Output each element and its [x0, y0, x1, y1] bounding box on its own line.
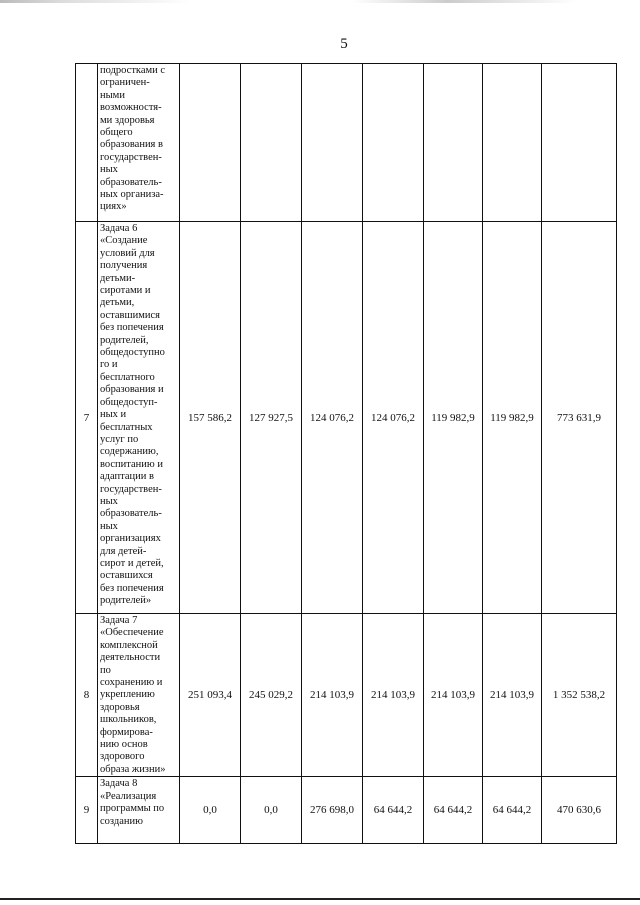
row-number-cell [76, 64, 98, 222]
value-cell: 124 076,2 [302, 222, 363, 614]
scan-edge-bottom [0, 898, 640, 900]
table-row [76, 777, 617, 844]
total-cell [542, 64, 617, 222]
task-description: подростками с ограничен- ными возможностя- ми здоровья общего образования в государствен- ных образователь- ных организа- циях» [100, 65, 166, 213]
row-number-cell: 7 [76, 222, 98, 614]
value-cell: 157 586,2 [180, 222, 241, 614]
task-description: Задача 6 «Создание условий для получения детьми- сиротами и детьми, оставшимися без попечения родителей, общедоступно го и бесплатного образования и общедоступ- ных и бесплатных услуг по содержанию, воспитанию и адаптации в государствен- ных образователь- ных организациях для детей- сирот и детей, оставшихся без попечения родителей» [100, 223, 165, 607]
value-cell [241, 64, 302, 222]
value-cell: 214 103,9 [483, 614, 542, 777]
value-cell: 64 644,2 [483, 777, 542, 844]
value-cell: 119 982,9 [483, 222, 542, 614]
row-number-cell: 8 [76, 614, 98, 777]
table-row [76, 614, 617, 777]
value-cell [483, 64, 542, 222]
value-cell: 0,0 [241, 777, 302, 844]
task-description-cell [98, 777, 180, 844]
value-cell: 119 982,9 [424, 222, 483, 614]
value-cell [302, 64, 363, 222]
value-cell: 64 644,2 [424, 777, 483, 844]
table-row [76, 222, 617, 614]
total-cell: 1 352 538,2 [542, 614, 617, 777]
value-cell: 0,0 [180, 777, 241, 844]
value-cell: 124 076,2 [363, 222, 424, 614]
value-cell: 214 103,9 [363, 614, 424, 777]
task-description-cell [98, 222, 180, 614]
budget-table [75, 63, 617, 844]
value-cell: 214 103,9 [424, 614, 483, 777]
value-cell: 214 103,9 [302, 614, 363, 777]
value-cell: 127 927,5 [241, 222, 302, 614]
value-cell: 251 093,4 [180, 614, 241, 777]
table-row [76, 64, 617, 222]
value-cell [424, 64, 483, 222]
value-cell: 276 698,0 [302, 777, 363, 844]
value-cell: 245 029,2 [241, 614, 302, 777]
value-cell [363, 64, 424, 222]
task-description: Задача 8 «Реализация программы по созданию [100, 778, 165, 827]
value-cell [180, 64, 241, 222]
page-number: 5 [340, 36, 348, 52]
scan-edge-top [0, 0, 640, 3]
total-cell: 470 630,6 [542, 777, 617, 844]
task-description: Задача 7 «Обеспечение комплексной деятельности по сохранению и укреплению здоровья школьников, формирова- нию основ здорового образа жизни» [100, 615, 166, 775]
task-description-cell [98, 64, 180, 222]
row-number-cell: 9 [76, 777, 98, 844]
total-cell: 773 631,9 [542, 222, 617, 614]
value-cell: 64 644,2 [363, 777, 424, 844]
task-description-cell [98, 614, 180, 777]
